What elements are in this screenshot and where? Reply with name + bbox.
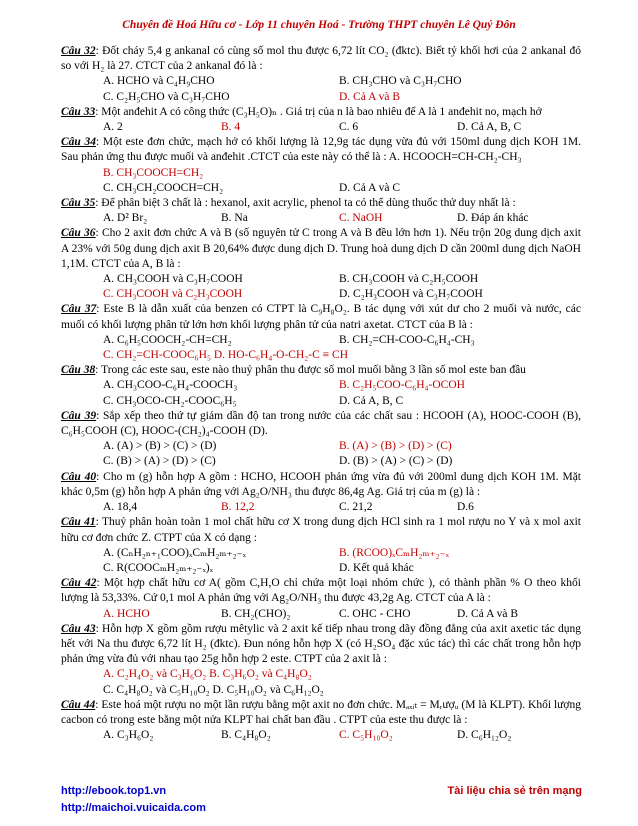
option-c: C. OHC - CHO (339, 607, 411, 620)
option-b: B. CH₂=CH-COO-C₆H₄-CH₃ (339, 333, 475, 346)
question-number: Câu 34 (61, 136, 96, 149)
page-header: Chuyên đề Hoá Hữu cơ - Lớp 11 chuyên Hoá - Trường THPT chuyên Lê Quý Đôn (122, 19, 516, 31)
answer-row (61, 287, 581, 302)
option-c: C. C₂H₅CHO và C₃H₇CHO (103, 90, 230, 103)
option-a: A. CH₃COO-C₆H₄-COOCH₃ (103, 379, 238, 392)
option-d: D. Kết quả khác (339, 561, 414, 574)
question-number: Câu 43 (61, 622, 96, 635)
question-number: Câu 38 (61, 364, 96, 377)
option-d: D. Cả A, B, C (339, 394, 404, 407)
question-37: Câu 37: Este B là dẫn xuất của benzen có CTPT là C₉H₈O₂. B tác dụng với xút dư cho 2 muối và nước, các muối có khối lượng phân tử lớn hơn khối lượng phân tử của natri axetat. CTCT của B là : (61, 303, 581, 331)
option-c: C. CH₃CH₂COOCH=CH₂ (103, 181, 224, 194)
option-d: D. Cả A, B, C (457, 121, 522, 134)
option-c: C. CH₃COOH và C₂H₃COOH (103, 288, 243, 301)
answer-row (61, 90, 581, 105)
option-c: C. 6 (339, 121, 359, 134)
option-d: D. Cả A và B (457, 607, 519, 620)
option-b: B. (RCOO)ₓCₘH₂ₘ₊₂₋ₓ (339, 546, 449, 559)
question-number: Câu 32 (61, 45, 96, 57)
option-c: C. 21,2 (339, 501, 373, 514)
option-b: B. CH₃COOCH=CH₂ (103, 166, 204, 179)
option-a: A. 2 (103, 121, 123, 134)
answer-row (61, 667, 581, 682)
answer-row (61, 333, 581, 348)
option-a: A. CH₃COOH và C₃H₇COOH (103, 273, 243, 286)
answer-row (61, 439, 581, 454)
question-text: Để phân biệt 3 chất là : hexanol, axit acrylic, phenol ta có thể dùng thuốc thử duy nhất là : (101, 197, 516, 210)
question-32: Câu 32: Đốt cháy 5,4 g ankanal có cùng số mol thu được 6,72 lít CO₂ (đktc). Biết tỷ khối hơi của 2 ankanal đó so với H₂ là 27. CTCT của 2 ankanal đó là : (61, 45, 581, 73)
answer-row (61, 166, 581, 181)
question-list (61, 44, 581, 743)
option-a: A. (A) > (B) > (C) > (D) (103, 440, 217, 453)
question-number: Câu 44 (61, 698, 96, 711)
option-c: C. CH₃OCO-CH₂-COOC₆H₅ (103, 394, 237, 407)
question-43: Câu 43: Hỗn hợp X gồm gồm rượu mêtylic và 2 axit kế tiếp nhau trong dãy đồng đẳng của axit axetic tác dụng hết với Na thu được 6,72 lít H₂ (đktc). Đun nóng hỗn hợp X (có H₂SO₄ đặc xúc tác) thì các chất trong hỗn hợp phản ứng vừa đủ với nhau tạo 25g hỗn hợp 2 este. CTPT của 2 axit là : (61, 622, 581, 666)
option-c-d: C. C₄H₈O₂ và C₅H₁₀O₂ D. C₅H₁₀O₂ và C₆H₁₂O₂ (103, 683, 324, 696)
question-text: Đốt cháy 5,4 g ankanal có cùng số mol thu được 6,72 lít CO₂ (đktc). Biết tỷ khối hơi của 2 ankanal đó so với H₂ là 27. CTCT của 2 ankanal đó là : (61, 45, 581, 73)
answer-row (61, 348, 581, 363)
question-41: Câu 41: Thuỷ phân hoàn toàn 1 mol chất hữu cơ X trong dung dịch HCl sinh ra 1 mol rượu no Y và x mol axit hữu cơ đơn chức Z. CTPT của X có dạng : (61, 516, 581, 544)
question-35: Câu 35: Để phân biệt 3 chất là : hexanol, axit acrylic, phenol ta có thể dùng thuốc thử duy nhất là : (61, 197, 516, 210)
question-text: Sắp xếp theo thứ tự giảm dần độ tan trong nước của các chất sau : HCOOH (A), HOOC-COOH (B), C₆H₅COOH (C), HOOC-(CH₂)₄-COOH (D). (61, 409, 582, 438)
question-text: Một anđehit A có công thức (C₃H₅O)ₙ . Giá trị của n là bao nhiêu để A là 1 anđehit no, mạch hở (101, 105, 542, 118)
option-b: B. C₄H₈O₂ (221, 729, 271, 742)
footer-link-ebook[interactable]: http://ebook.top1.vn (61, 785, 167, 797)
option-d: D. Đáp án khác (457, 212, 529, 225)
option-b: B. Na (221, 212, 248, 225)
option-a-b: A. C₂H₄O₂ và C₃H₆O₂ B. C₃H₆O₂ và C₄H₈O₂ (103, 668, 312, 681)
question-text: Trong các este sau, este nào thuỷ phân thu được số mol muối bằng 3 lần số mol este ban đầu (101, 364, 526, 377)
question-44: Câu 44: Este hoá một rượu no một lần rượu bằng một axit no đơn chức. Mₐₓᵢₜ = Mᵣượᵤ (M là KLPT). Khối lượng cacbon có trong este bằng một nửa KLPT hai chất ban đầu . CTPT của este thu được là : (61, 698, 581, 726)
question-number: Câu 41 (61, 516, 96, 529)
question-number: Câu 37 (61, 303, 97, 316)
option-c: C. NaOH (339, 212, 383, 225)
option-b: B. C₂H₅COO-C₆H₄-OCOH (339, 379, 465, 392)
option-a: A. D² Br₂ (103, 212, 148, 225)
footer-link-maichoi[interactable]: http://maichoi.vuicaida.com (61, 802, 206, 814)
option-c: C. R(COOCₘH₂ₘ₊₂₋ₓ)ₓ (103, 561, 213, 574)
option-d: D. C₂H₃COOH và C₃H₇COOH (339, 288, 483, 301)
option-d: D. Cả A và C (339, 181, 401, 194)
question-39: Câu 39: Sắp xếp theo thứ tự giảm dần độ tan trong nước của các chất sau : HCOOH (A), HOOC-COOH (B), C₆H₅COOH (C), HOOC-(CH₂)₄-COOH (D). (61, 409, 582, 438)
answer-row (61, 272, 581, 287)
answer-row (61, 378, 581, 393)
option-a: A. HCHO (103, 607, 150, 620)
option-a: A. HCHO và C₄H₉CHO (103, 75, 215, 88)
option-c-d: C. CH₂=CH-COOC₆H₅ D. HO-C₆H₄-O-CH₂-C ≡ CH (103, 349, 348, 362)
option-b: B. (A) > (B) > (D) > (C) (339, 440, 452, 453)
question-number: Câu 39 (61, 409, 97, 422)
answer-row (61, 546, 581, 561)
answer-row (61, 607, 581, 622)
question-text: Este hoá một rượu no một lần rượu bằng một axit no đơn chức. Mₐₓᵢₜ = Mᵣượᵤ (M là KLPT). Khối lượng cacbon có trong este bằng một nửa KLPT hai chất ban đầu . CTPT của este thu được là : (61, 698, 581, 726)
question-42: Câu 42: Một hợp chất hữu cơ A( gồm C,H,O chỉ chứa một loại nhóm chức ), có thành phần % O theo khối lượng là 53,33%. Cứ 0,1 mol A phản ứng với Ag₂O/NH₃ thu được 43,2g Ag. CTCT của A là : (61, 577, 581, 605)
question-text: Cho m (g) hỗn hợp A gồm : HCHO, HCOOH phản ứng vừa đủ với 200ml dung dịch KOH 1M. Mặt khác 0,5m (g) hỗn hợp A phản ứng với Ag₂O/NH₃ thu được 86,4g Ag. Giá trị của m (g) là : (61, 470, 581, 498)
option-d: D.6 (457, 501, 474, 514)
option-b: B. 4 (221, 121, 241, 134)
question-38: Câu 38: Trong các este sau, este nào thuỷ phân thu được số mol muối bằng 3 lần số mol este ban đầu (61, 364, 526, 377)
option-d: D. Cả A và B (339, 90, 401, 103)
option-b: B. CH₃CHO và C₃H₇CHO (339, 75, 462, 88)
answer-row (61, 74, 581, 89)
answer-row (61, 394, 581, 409)
option-c: C. C₅H₁₀O₂ (339, 729, 393, 742)
question-36: Câu 36: Cho 2 axit đơn chức A và B (số nguyên tử C trong A và B đều lớn hơn 1). Nếu trộn 20g dung dịch axit A 23% với 50g dung dịch axit B 20,64% được dung dịch D. Trung hoà dung dịch D cần 200ml dung dịch NaOH 1,1M. CTCT của A, B là : (61, 227, 581, 270)
answer-row (61, 211, 581, 226)
option-a: A. C₆H₅COOCH₂-CH=CH₂ (103, 333, 232, 346)
option-a: A. C₃H₆O₂ (103, 729, 154, 742)
option-a: A. (CₙH₂ₙ₊₁COO)ₓCₘH₂ₘ₊₂₋ₓ (103, 546, 246, 559)
question-number: Câu 35 (61, 197, 96, 210)
question-number: Câu 40 (61, 470, 97, 483)
question-33: Câu 33: Một anđehit A có công thức (C₃H₅O)ₙ . Giá trị của n là bao nhiêu để A là 1 anđehit no, mạch hở (61, 105, 542, 118)
footer-note: Tài liệu chia sẻ trên mạng (447, 785, 582, 797)
answer-row (61, 728, 581, 743)
option-d: D. (B) > (A) > (C) > (D) (339, 455, 453, 468)
question-text: Một este đơn chức, mạch hở có khối lượng là 12,9g tác dụng vừa đủ với 150ml dung dịch KOH 1M. Sau phản ứng thu được muối và anđehit .CTCT của este này có thể là : A. HCOOCH=CH-CH₂-CH₃ (61, 136, 581, 164)
answer-row (61, 561, 581, 576)
option-c: C. (B) > (A) > (D) > (C) (103, 455, 216, 468)
answer-row (61, 454, 581, 469)
answer-row (61, 181, 581, 196)
question-40: Câu 40: Cho m (g) hỗn hợp A gồm : HCHO, HCOOH phản ứng vừa đủ với 200ml dung dịch KOH 1M. Mặt khác 0,5m (g) hỗn hợp A phản ứng với Ag₂O/NH₃ thu được 86,4g Ag. Giá trị của m (g) là : (61, 470, 581, 498)
question-text: Este B là dẫn xuất của benzen có CTPT là C₉H₈O₂. B tác dụng với xút dư cho 2 muối và nước, các muối có khối lượng phân tử lớn hơn khối lượng phân tử của natri axetat. CTCT của B là : (61, 303, 581, 331)
option-d: D. C₆H₁₂O₂ (457, 729, 512, 742)
question-text: Thuỷ phân hoàn toàn 1 mol chất hữu cơ X trong dung dịch HCl sinh ra 1 mol rượu no Y và x mol axit hữu cơ đơn chức Z. CTPT của X có dạng : (61, 516, 581, 544)
question-34: Câu 34: Một este đơn chức, mạch hở có khối lượng là 12,9g tác dụng vừa đủ với 150ml dung dịch KOH 1M. Sau phản ứng thu được muối và anđehit .CTCT của este này có thể là : A. HCOOCH=CH-CH₂-CH₃ (61, 136, 581, 164)
option-a: A. 18,4 (103, 501, 138, 514)
answer-row (61, 500, 581, 515)
option-b: B. 12,2 (221, 501, 255, 514)
answer-row (61, 120, 581, 135)
question-text: Hỗn hợp X gồm gồm rượu mêtylic và 2 axit kế tiếp nhau trong dãy đồng đẳng của axit axetic tác dụng hết với Na thu được 6,72 lít H₂ (đktc). Đun nóng hỗn hợp X (có H₂SO₄ đặc xúc tác) thì các chất trong hỗn hợp phản ứng vừa đủ với nhau tạo 25g hỗn hợp 2 este. CTPT của 2 axit là : (61, 622, 581, 666)
option-b: B. CH₃COOH và C₂H₅COOH (339, 273, 479, 286)
option-b: B. CH₂(CHO)₂ (221, 607, 291, 620)
answer-row (61, 683, 581, 698)
question-text: Một hợp chất hữu cơ A( gồm C,H,O chỉ chứa một loại nhóm chức ), có thành phần % O theo khối lượng là 53,33%. Cứ 0,1 mol A phản ứng với Ag₂O/NH₃ thu được 43,2g Ag. CTCT của A là : (61, 577, 581, 605)
question-number: Câu 36 (61, 227, 96, 240)
question-number: Câu 33 (61, 105, 96, 118)
question-number: Câu 42 (61, 577, 97, 590)
question-text: Cho 2 axit đơn chức A và B (số nguyên tử C trong A và B đều lớn hơn 1). Nếu trộn 20g dung dịch axit A 23% với 50g dung dịch axit B 20,64% được dung dịch D. Trung hoà dung dịch D cần 200ml dung dịch NaOH 1,1M. CTCT của A, B là : (61, 227, 581, 270)
